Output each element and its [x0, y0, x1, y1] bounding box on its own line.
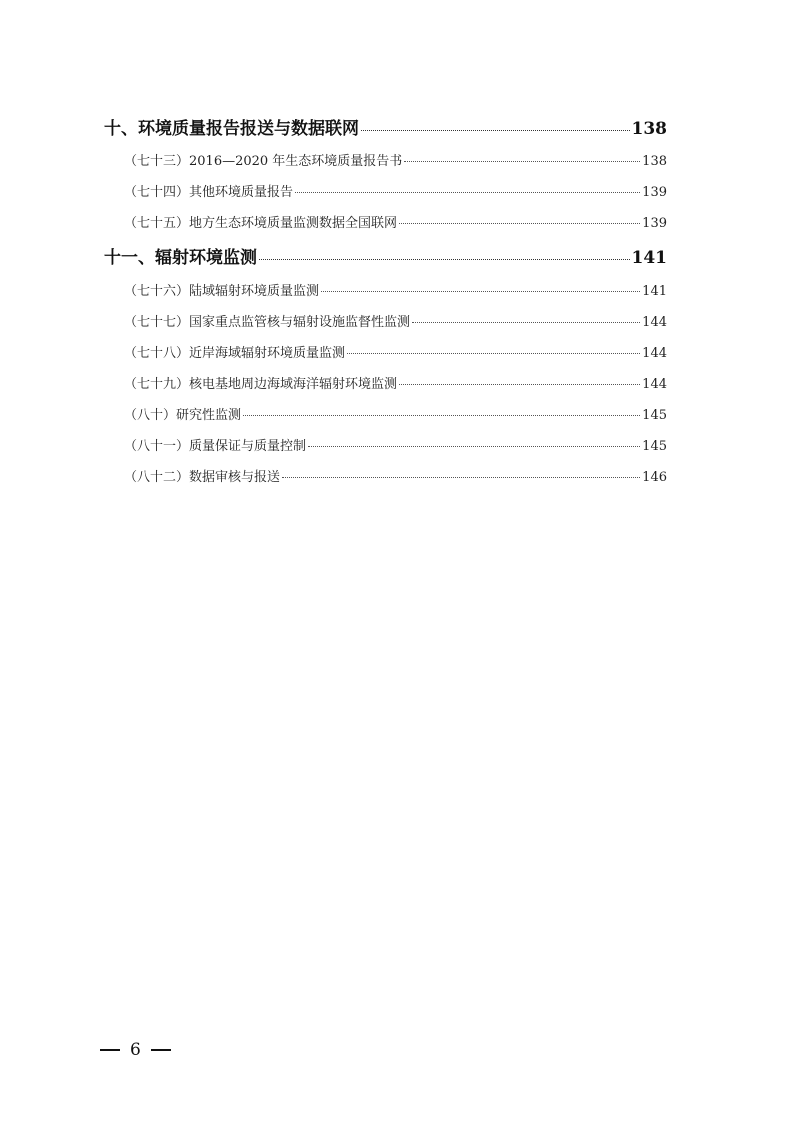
footer-dash-right — [151, 1049, 171, 1051]
toc-item-77[interactable] — [124, 311, 667, 331]
toc-leader — [259, 259, 630, 260]
toc-item-title: （七十九）核电基地周边海域海洋辐射环境监测 — [124, 377, 398, 392]
toc-page-number: 146 — [642, 470, 667, 485]
toc-item-title: （七十八）近岸海域辐射环境质量监测 — [124, 346, 346, 361]
toc-page-number: 145 — [642, 408, 667, 423]
toc-page-number: 144 — [642, 346, 667, 361]
toc-item-82[interactable] — [124, 466, 667, 486]
toc-leader — [361, 130, 630, 131]
toc-item-74[interactable] — [124, 181, 667, 201]
toc-item-81[interactable] — [124, 435, 667, 455]
toc-item-title: （八十一）质量保证与质量控制 — [124, 439, 307, 454]
toc-page-number: 144 — [642, 377, 667, 392]
toc-section-10[interactable] — [104, 114, 667, 138]
toc-item-80[interactable] — [124, 404, 667, 424]
page-footer — [100, 1040, 171, 1060]
toc-page-number: 139 — [642, 216, 667, 231]
toc-leader — [399, 384, 640, 385]
toc-leader — [321, 291, 640, 292]
toc-section-11[interactable] — [104, 243, 667, 267]
toc-item-79[interactable] — [124, 373, 667, 393]
toc-item-title: （七十四）其他环境质量报告 — [124, 185, 294, 200]
toc-item-title: （七十三）2016—2020 年生态环境质量报告书 — [124, 154, 403, 169]
footer-page-number: 6 — [130, 1040, 141, 1060]
toc-leader — [282, 477, 640, 478]
toc-item-title: （八十二）数据审核与报送 — [124, 470, 281, 485]
toc-item-title: （七十七）国家重点监管核与辐射设施监督性监测 — [124, 315, 411, 330]
toc-item-76[interactable] — [124, 280, 667, 300]
toc-page-number: 138 — [631, 119, 667, 139]
toc-section-title: 十一、辐射环境监测 — [104, 248, 257, 268]
toc-item-title: （八十）研究性监测 — [124, 408, 242, 423]
toc-page-number: 141 — [631, 248, 667, 268]
toc-page-number: 139 — [642, 185, 667, 200]
toc-leader — [412, 322, 640, 323]
toc-item-78[interactable] — [124, 342, 667, 362]
toc-section-title: 十、环境质量报告报送与数据联网 — [104, 119, 359, 139]
toc-leader — [404, 161, 640, 162]
toc-page-number: 145 — [642, 439, 667, 454]
toc-leader — [347, 353, 640, 354]
footer-dash-left — [100, 1049, 120, 1051]
toc-leader — [399, 223, 640, 224]
toc-leader — [295, 192, 640, 193]
toc-item-75[interactable] — [124, 212, 667, 232]
toc-item-73[interactable] — [124, 150, 667, 170]
toc-item-title: （七十五）地方生态环境质量监测数据全国联网 — [124, 216, 398, 231]
toc-page-number: 141 — [642, 284, 667, 299]
toc-page-number: 144 — [642, 315, 667, 330]
toc-page-number: 138 — [642, 154, 667, 169]
toc-item-title: （七十六）陆域辐射环境质量监测 — [124, 284, 320, 299]
toc-leader — [243, 415, 640, 416]
toc-leader — [308, 446, 640, 447]
